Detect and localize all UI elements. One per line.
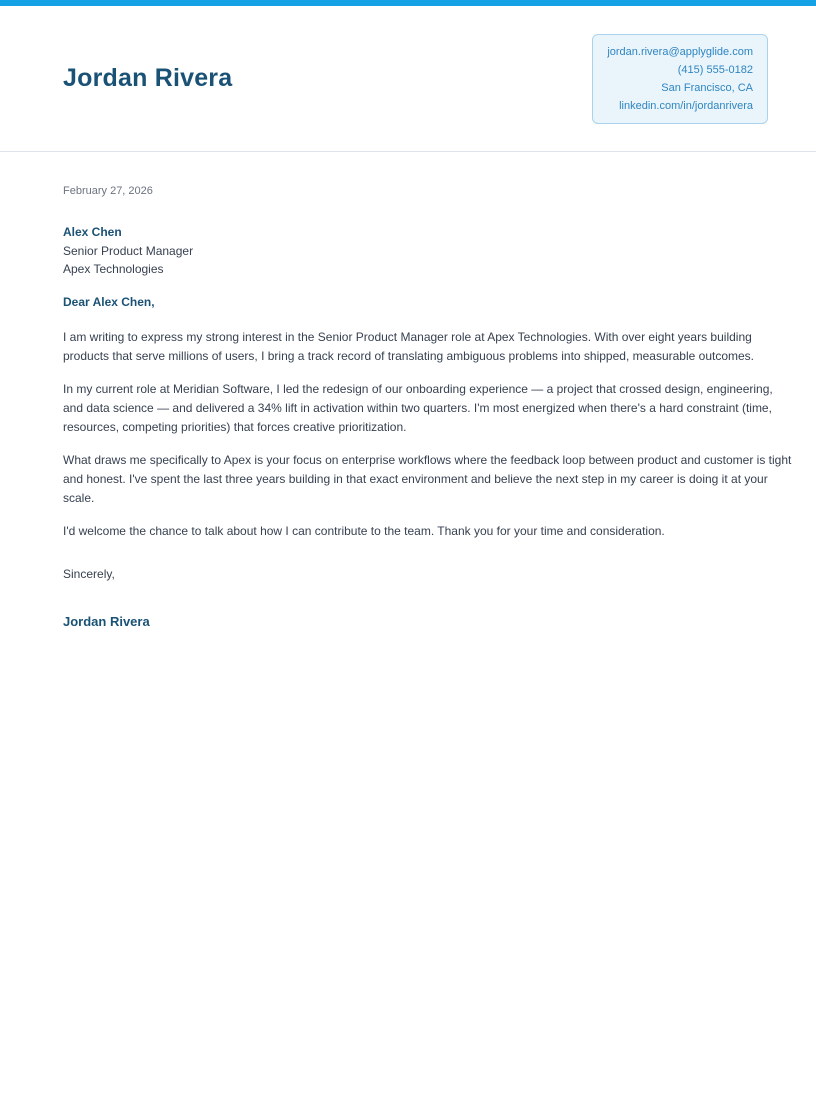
letter-body [0,152,816,631]
letter-header [0,6,816,152]
contact-linkedin: linkedin.com/in/jordanrivera [619,99,753,112]
contact-location: San Francisco, CA [661,81,753,94]
recipient-company: Apex Technologies [63,262,164,276]
signature-name: Jordan Rivera [63,613,150,629]
closing: Sincerely, [63,566,115,581]
contact-card [592,34,768,124]
recipient-title: Senior Product Manager [63,243,194,258]
contact-phone: (415) 555-0182 [677,63,753,76]
recipient-name: Alex Chen [63,225,122,239]
body-paragraph-1: I am writing to express my strong interest in the Senior Product Manager role at Apex Technologies. With over eight years building products that serve millions of users, I bring a track record of translating ambiguous problems into shipped, measurable outcomes. [63,329,755,363]
body-paragraph-4: I'd welcome the chance to talk about how I can contribute to the team. Thank you for your time and consideration. [63,523,665,538]
contact-email: jordan.rivera@applyglide.com [607,45,753,58]
letter-date: February 27, 2026 [63,185,153,197]
body-paragraph-2: In my current role at Meridian Software, I led the redesign of our onboarding experience — a project that crossed design, engineering, and data science — and delivered a 34% lift in activation within two quarters. I'm most energized when there's a hard constraint (time, resources, competing priorities) that forces creative prioritization. [63,381,773,434]
salutation: Dear Alex Chen, [63,294,155,309]
recipient-block [63,223,792,279]
applicant-name: Jordan Rivera [63,64,233,92]
body-paragraph-3: What draws me specifically to Apex is your focus on enterprise workflows where the feedback loop between product and customer is tight and honest. I've spent the last three years building in that exact environment and believe the next step in my career is doing it at your scale. [63,452,792,505]
